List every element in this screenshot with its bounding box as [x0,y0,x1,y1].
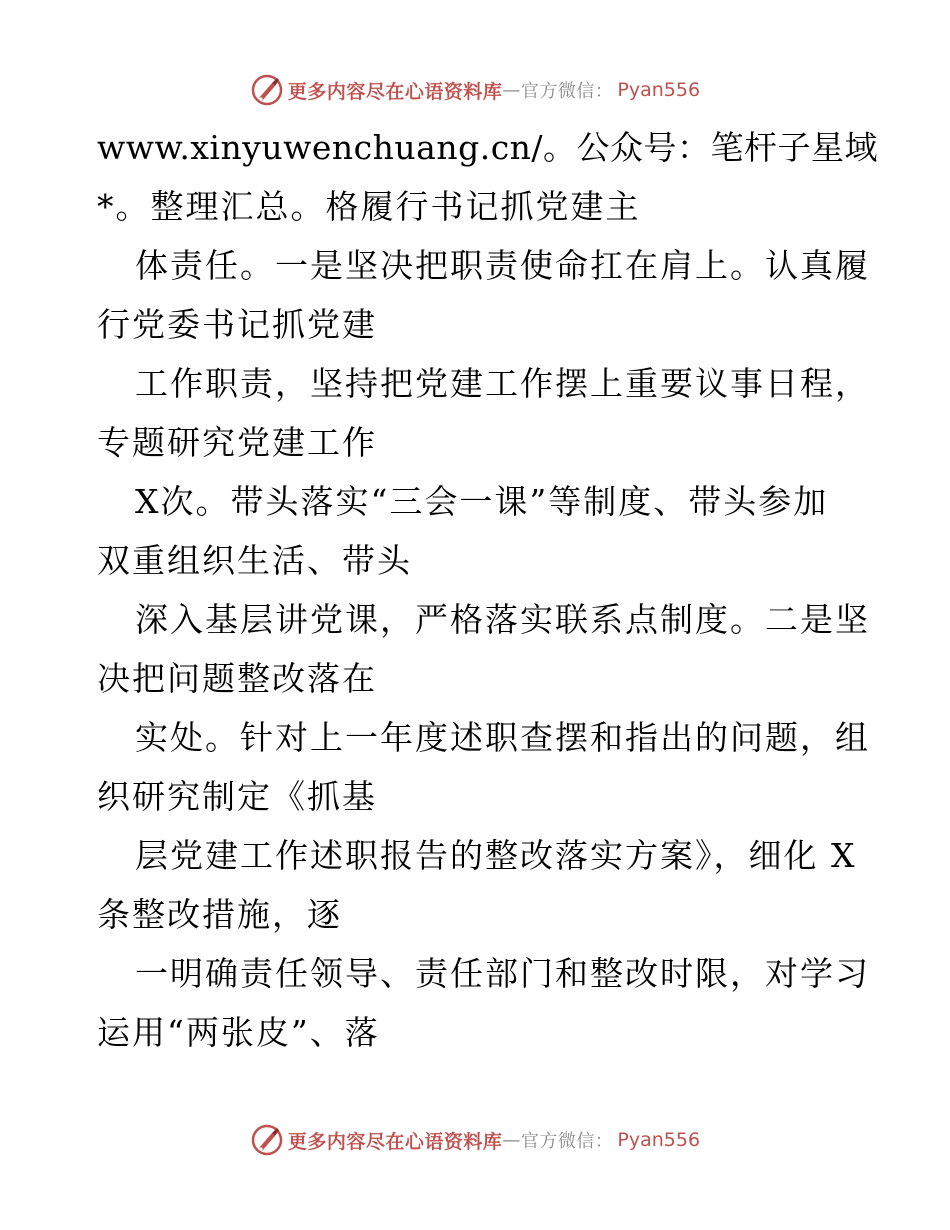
banner-account-id: Pyan556 [617,79,701,101]
body-line: 体责任。一是坚决把职责使命扛在肩上。认真履 [135,246,870,285]
banner-slogan: 更多内容尽在心语资料库 [287,1130,503,1153]
banner-separator: — [502,1129,521,1151]
body-line: 层党建工作述职报告的整改落实方案》，细化 X [135,836,857,875]
banner-official-label: 官方微信： [520,81,614,102]
body-line: 工作职责，坚持把党建工作摆上重要议事日程， [135,364,870,403]
body-line: 深入基层讲党课，严格落实联系点制度。二是坚 [135,600,870,639]
banner-official-label: 官方微信： [520,1131,614,1152]
pen-logo-icon [250,1123,284,1157]
body-line: 双重组织生活、带头 [97,541,412,580]
body-line: 条整改措施，逐 [97,895,342,934]
banner-separator: — [502,79,521,101]
body-line: 一明确责任领导、责任部门和整改时限，对学习 [135,954,870,993]
footer-banner [0,1122,950,1158]
banner-account-id: Pyan556 [617,1129,701,1151]
body-line: 实处。针对上一年度述职查摆和指出的问题，组 [135,718,870,757]
body-line: 运用“两张皮”、落 [97,1013,380,1052]
document-body [97,118,879,1062]
banner-slogan: 更多内容尽在心语资料库 [287,80,503,103]
body-line: www.xinyuwenchuang.cn/。公众号：笔杆子星域 [97,128,879,167]
header-banner [0,72,950,108]
body-line: *。整理汇总。格履行书记抓党建主 [97,187,641,226]
body-line: 织研究制定《抓基 [97,777,377,816]
body-line: X次。带头落实“三会一课”等制度、带头参加 [135,482,829,521]
pen-logo-icon [250,73,284,107]
body-line: 决把问题整改落在 [97,659,377,698]
body-line: 专题研究党建工作 [97,423,377,462]
body-line: 行党委书记抓党建 [97,305,377,344]
